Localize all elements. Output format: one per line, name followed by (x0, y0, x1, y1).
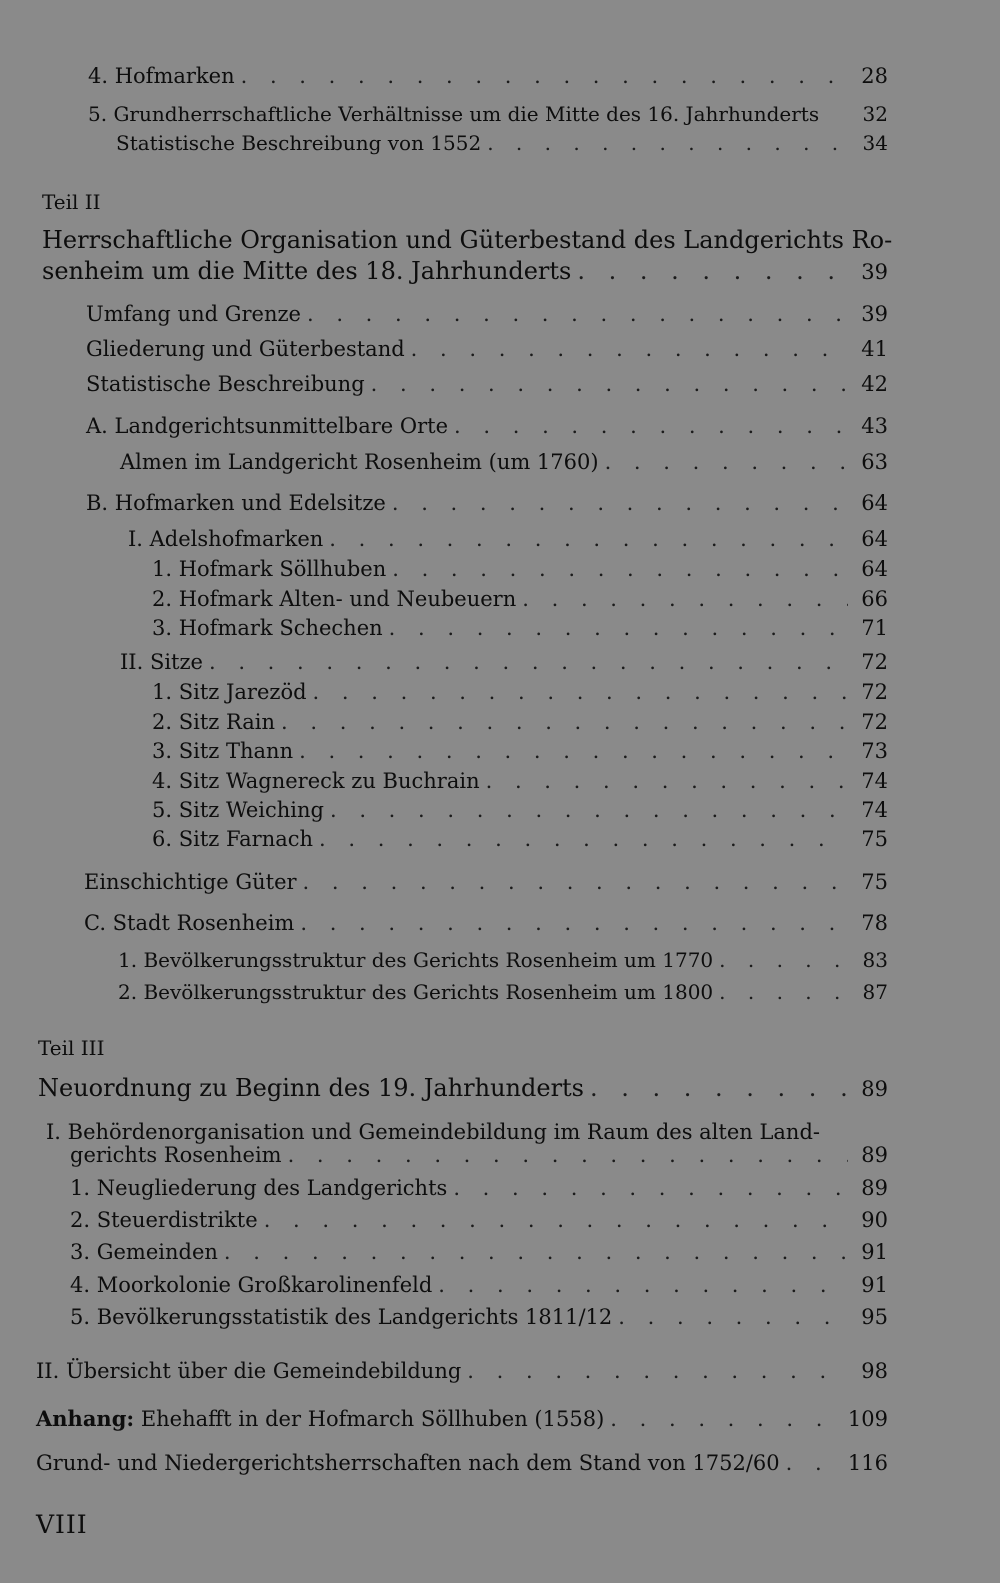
leader-dots (209, 650, 848, 674)
toc-entry (36, 1451, 888, 1475)
leader-dots (371, 372, 848, 396)
toc-entry-page: 64 (861, 491, 888, 515)
toc-entry (86, 414, 888, 438)
leader-dots (438, 1273, 848, 1297)
leader-dots (486, 769, 848, 793)
toc-entry-page: 28 (861, 64, 888, 88)
toc-entry-label: Almen im Landgericht Rosenheim (um 1760) (120, 450, 599, 474)
toc-entry-label: 2. Steuerdistrikte (70, 1208, 258, 1232)
toc-entry (84, 870, 888, 894)
leader-dots (288, 1143, 848, 1167)
toc-entry (120, 650, 888, 674)
toc-entry (152, 587, 888, 611)
toc-entry-page: 64 (861, 527, 888, 551)
toc-entry-page: 75 (861, 827, 888, 851)
toc-entry-label: I. Adelshofmarken (128, 527, 324, 551)
toc-entry-label: Umfang und Grenze (86, 302, 301, 326)
leader-dots (453, 1176, 848, 1200)
leader-dots (281, 710, 848, 734)
leader-dots (605, 450, 848, 474)
leader-dots (241, 64, 848, 88)
toc-entry-page: 34 (862, 131, 888, 155)
toc-entry-page: 74 (861, 798, 888, 822)
toc-entry (152, 798, 888, 822)
leader-dots (330, 798, 848, 822)
toc-entry (70, 1176, 888, 1200)
toc-entry-page: 73 (861, 739, 888, 763)
toc-entry-label: II. Übersicht über die Gemeindebildung (36, 1359, 462, 1383)
part-title-cont: senheim um die Mitte des 18. Jahrhunderts (42, 257, 572, 285)
toc-entry (152, 769, 888, 793)
leader-dots (303, 870, 848, 894)
toc-entry (128, 527, 888, 551)
toc-entry-page: 72 (861, 650, 888, 674)
leader-dots (411, 337, 848, 361)
part-title: Herrschaftliche Organisation und Güterbestand des Landgerichts Ro- (42, 226, 893, 254)
toc-entry-label: I. Behördenorganisation und Gemeindebildung im Raum des alten Land- (46, 1120, 820, 1144)
leader-dots (319, 827, 848, 851)
toc-entry-page: 72 (861, 710, 888, 734)
toc-entry (70, 1273, 888, 1297)
toc-entry (70, 1240, 888, 1264)
toc-entry-page: 74 (861, 769, 888, 793)
leader-dots (487, 131, 848, 155)
toc-entry-label: 3. Gemeinden (70, 1240, 218, 1264)
toc-entry-label: 4. Moorkolonie Großkarolinenfeld (70, 1273, 433, 1297)
toc-entry (152, 616, 888, 640)
toc-entry-label: 1. Sitz Jarezöd (152, 680, 307, 704)
toc-entry-label: 3. Hofmark Schechen (152, 616, 383, 640)
toc-entry-label: A. Landgerichtsunmittelbare Orte (86, 414, 449, 438)
part-title: Neuordnung zu Beginn des 19. Jahrhunderts (38, 1074, 584, 1102)
toc-entry-page: 64 (861, 557, 888, 581)
part-label: Teil III (38, 1036, 105, 1060)
toc-entry-page: 41 (861, 337, 888, 361)
leader-dots (389, 616, 848, 640)
leader-dots (610, 1407, 838, 1431)
toc-entry-page: 32 (862, 102, 888, 126)
toc-entry-page: 71 (861, 616, 888, 640)
toc-entry-label: gerichts Rosenheim (70, 1143, 282, 1167)
toc-entry-label: Grund- und Niedergerichtsherrschaften nach dem Stand von 1752/60 (36, 1451, 780, 1475)
toc-entry-page: 91 (861, 1240, 888, 1264)
toc-entry-label: 5. Sitz Weiching (152, 798, 324, 822)
toc-entry-label: 1. Neugliederung des Landgerichts (70, 1176, 448, 1200)
leader-dots (467, 1359, 848, 1383)
toc-entry (36, 1406, 888, 1431)
toc-entry-label: Statistische Beschreibung (86, 372, 365, 396)
leader-dots (299, 739, 848, 763)
toc-entry-label: C. Stadt Rosenheim (84, 911, 295, 935)
toc-entry (88, 64, 888, 88)
page-number: VIII (36, 1510, 88, 1539)
toc-entry (42, 257, 888, 285)
toc-entry (36, 1359, 888, 1383)
toc-entry (118, 948, 888, 972)
toc-entry-page: 109 (847, 1407, 888, 1431)
toc-entry-page: 89 (861, 1077, 888, 1101)
toc-entry-page: 90 (861, 1208, 888, 1232)
toc-entry-label: 1. Hofmark Söllhuben (152, 557, 387, 581)
toc-entry-page: 98 (861, 1359, 888, 1383)
toc-entry-label: 2. Sitz Rain (152, 710, 276, 734)
toc-entry (152, 710, 888, 734)
toc-entry-page: 116 (847, 1451, 888, 1475)
toc-entry-label: 5. Grundherrschaftliche Verhältnisse um die Mitte des 16. Jahrhunderts (88, 102, 820, 126)
toc-entry-label: 6. Sitz Farnach (152, 827, 314, 851)
leader-dots (522, 587, 848, 611)
toc-entry (86, 302, 888, 326)
toc-entry (70, 1143, 888, 1167)
toc-entry-page: 63 (861, 450, 888, 474)
toc-entry-label: Ehehafft in der Hofmarch Söllhuben (1558) (140, 1407, 605, 1431)
toc-entry (152, 680, 888, 704)
part-label: Teil II (42, 190, 101, 214)
toc-entry-label: B. Hofmarken und Edelsitze (86, 491, 386, 515)
toc-entry-label: Statistische Beschreibung von 1552 (116, 131, 482, 155)
appendix-label: Anhang: (36, 1406, 135, 1431)
toc-entry (152, 827, 888, 851)
leader-dots (264, 1208, 848, 1232)
toc-entry-page: 72 (861, 680, 888, 704)
toc-entry (84, 911, 888, 935)
toc-entry-page: 91 (861, 1273, 888, 1297)
toc-entry (86, 337, 888, 361)
toc-entry-label: 4. Sitz Wagnereck zu Buchrain (152, 769, 480, 793)
toc-entry-page: 83 (862, 948, 888, 972)
toc-entry (38, 1074, 888, 1102)
toc-entry (116, 131, 888, 155)
toc-entry-label: 2. Hofmark Alten- und Neubeuern (152, 587, 517, 611)
toc-entry-page: 39 (861, 302, 888, 326)
toc-entry (86, 372, 888, 396)
toc-entry-page: 66 (861, 587, 888, 611)
toc-entry (120, 450, 888, 474)
leader-dots (590, 1074, 848, 1102)
leader-dots (392, 491, 848, 515)
toc-entry (118, 980, 888, 1004)
toc-entry-page: 75 (861, 870, 888, 894)
toc-entry-page: 78 (861, 911, 888, 935)
toc-entry-page: 89 (861, 1143, 888, 1167)
leader-dots (300, 911, 848, 935)
leader-dots (313, 680, 848, 704)
leader-dots (719, 980, 848, 1004)
toc-entry-label: 3. Sitz Thann (152, 739, 294, 763)
toc-entry-label: II. Sitze (120, 650, 203, 674)
toc-entry-label-group (36, 1406, 604, 1431)
leader-dots (329, 527, 848, 551)
leader-dots (224, 1240, 848, 1264)
leader-dots (786, 1451, 838, 1475)
toc-entry-page: 39 (861, 260, 888, 284)
toc-entry (70, 1208, 888, 1232)
leader-dots (454, 414, 848, 438)
leader-dots (577, 257, 848, 285)
toc-entry (88, 102, 888, 126)
leader-dots (307, 302, 848, 326)
toc-entry (152, 739, 888, 763)
leader-dots (618, 1305, 848, 1329)
toc-entry (70, 1305, 888, 1329)
leader-dots (392, 557, 848, 581)
toc-entry-label: Gliederung und Güterbestand (86, 337, 405, 361)
toc-entry-label: 4. Hofmarken (88, 64, 235, 88)
toc-entry-label: 5. Bevölkerungsstatistik des Landgerichts 1811/12 (70, 1305, 613, 1329)
toc-entry-label: Einschichtige Güter (84, 870, 297, 894)
toc-entry-page: 87 (862, 980, 888, 1004)
toc-entry (152, 557, 888, 581)
toc-entry-page: 89 (861, 1176, 888, 1200)
leader-dots (719, 948, 848, 972)
toc-entry-page: 42 (861, 372, 888, 396)
toc-entry-label: 2. Bevölkerungsstruktur des Gerichts Rosenheim um 1800 (118, 980, 714, 1004)
toc-entry-page: 95 (861, 1305, 888, 1329)
toc-entry-page: 43 (861, 414, 888, 438)
toc-entry (86, 491, 888, 515)
toc-entry-label: 1. Bevölkerungsstruktur des Gerichts Rosenheim um 1770 (118, 948, 714, 972)
